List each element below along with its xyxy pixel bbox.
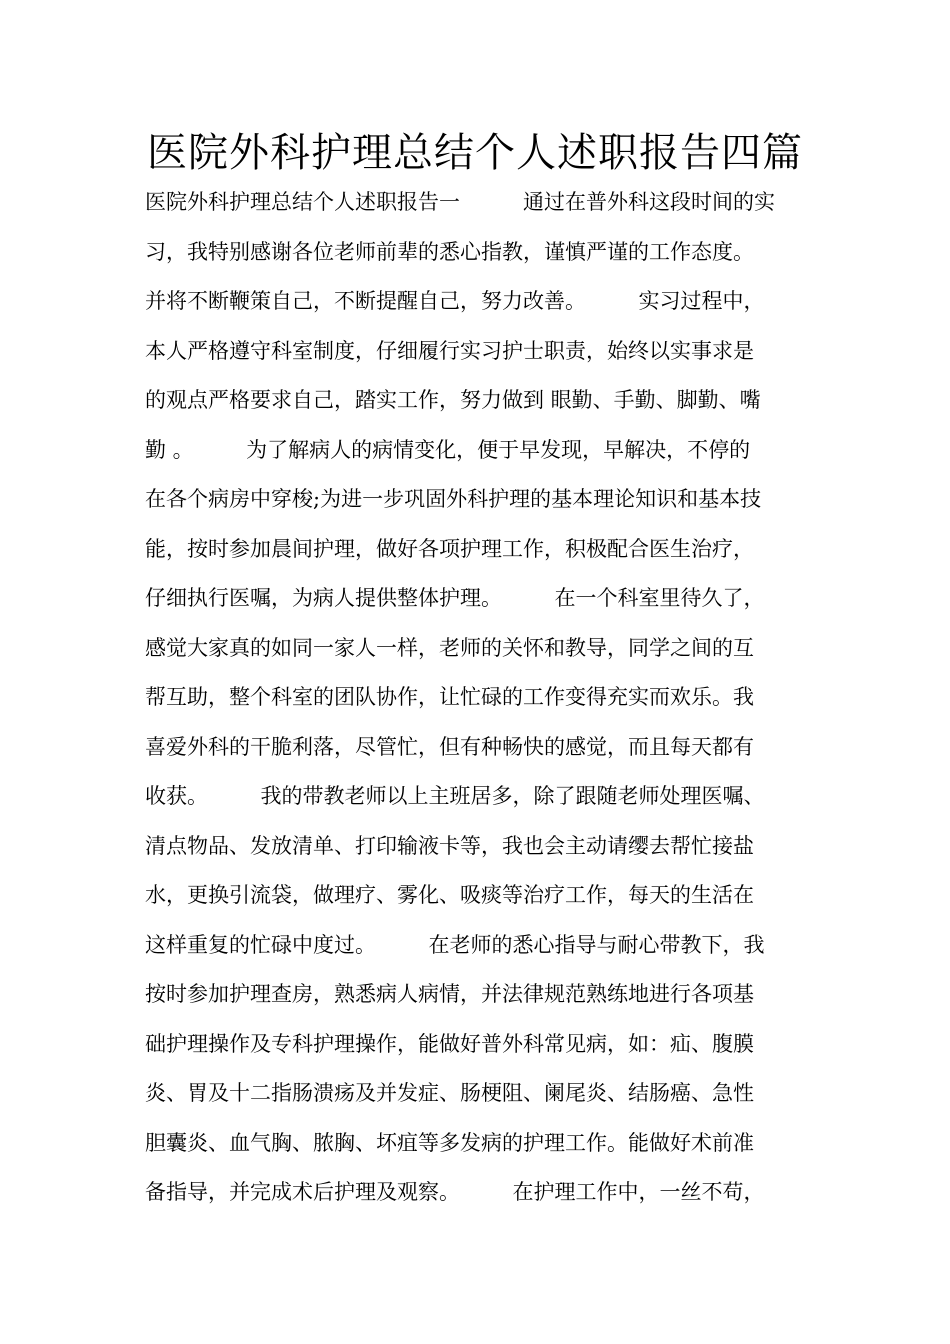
body-line: 帮互助，整个科室的团队协作，让忙碌的工作变得充实而欢乐。我 [145,685,754,709]
body-line: 备指导，并完成术后护理及观察。 在护理工作中，一丝不苟， [145,1180,765,1204]
body-line: 收获。 我的带教老师以上主班居多，除了跟随老师处理医嘱、 [145,784,765,808]
body-line: 炎、胃及十二指肠溃疡及并发症、肠梗阻、阑尾炎、结肠癌、急性 [145,1081,754,1105]
body-line: 并将不断鞭策自己，不断提醒自己，努力改善。 实习过程中， [145,289,765,313]
body-line: 习，我特别感谢各位老师前辈的悉心指教，谨慎严谨的工作态度。 [145,239,754,264]
document-title: 医院外科护理总结个人述职报告四篇 [147,130,803,176]
body-line: 的观点严格要求自己，踏实工作，努力做到 眼勤、手勤、脚勤、嘴 [145,388,761,412]
body-line: 按时参加护理查房，熟悉病人病情，并法律规范熟练地进行各项基 [145,982,754,1006]
body-line: 水，更换引流袋，做理疗、雾化、吸痰等治疗工作，每天的生活在 [145,883,754,907]
document-body [145,178,805,1218]
body-line: 医院外科护理总结个人述职报告一 通过在普外科这段时间的实 [145,190,775,214]
body-line: 感觉大家真的如同一家人一样，老师的关怀和教导，同学之间的互 [145,635,754,660]
body-line: 勤 。 为了解病人的病情变化，便于早发现，早解决，不停的 [145,437,751,462]
body-line: 喜爱外科的干脆利落，尽管忙，但有种畅快的感觉，而且每天都有 [145,734,754,759]
body-line: 本人严格遵守科室制度，仔细履行实习护士职责，始终以实事求是 [145,338,754,363]
body-line: 在各个病房中穿梭;为进一步巩固外科护理的基本理论知识和基本技 [145,487,762,511]
body-line: 仔细执行医嘱，为病人提供整体护理。 在一个科室里待久了， [145,586,765,610]
body-line: 础护理操作及专科护理操作，能做好普外科常见病，如：疝、腹膜 [145,1031,754,1056]
body-line: 胆囊炎、血气胸、脓胸、坏疽等多发病的护理工作。能做好术前准 [145,1130,754,1155]
body-line: 能，按时参加晨间护理，做好各项护理工作，积极配合医生治疗， [145,536,754,561]
body-line: 清点物品、发放清单、打印输液卡等，我也会主动请缨去帮忙接盐 [145,833,754,858]
body-line: 这样重复的忙碌中度过。 在老师的悉心指导与耐心带教下，我 [145,932,765,957]
